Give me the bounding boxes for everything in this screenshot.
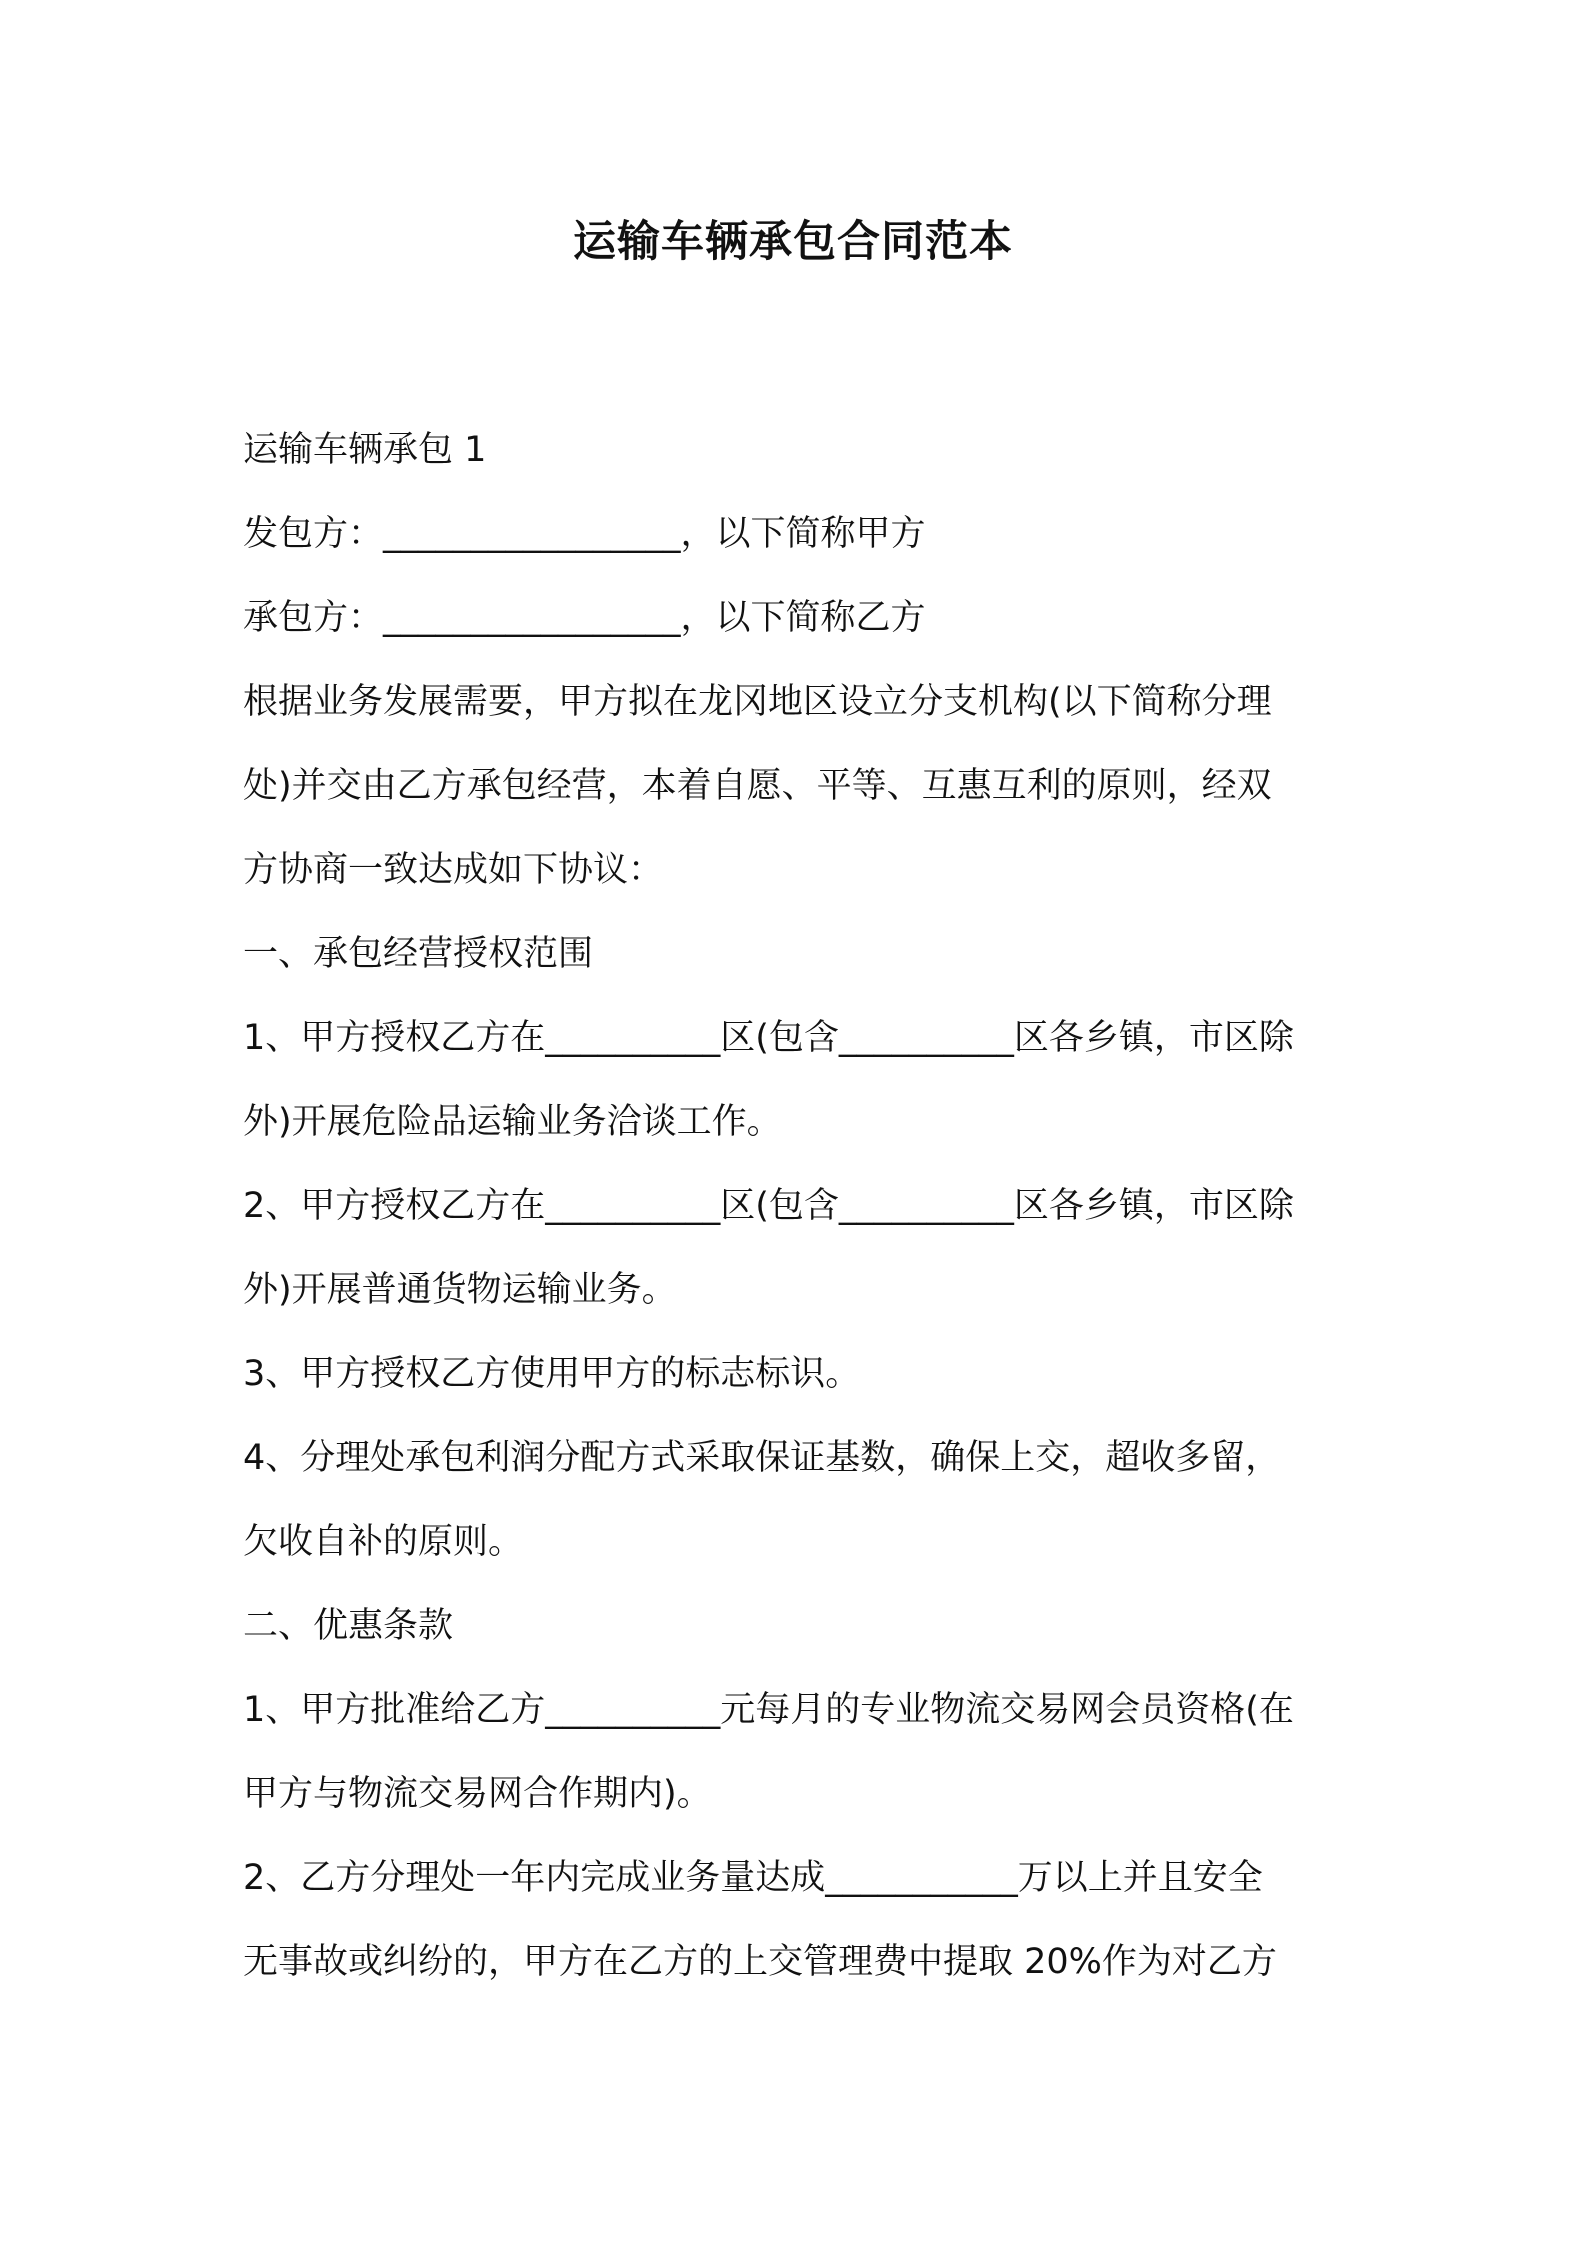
document-body (243, 408, 1353, 2004)
text-line: 承包方：_________________，以下简称乙方 (243, 598, 926, 638)
text-line: 欠收自补的原则。 (243, 1522, 524, 1562)
text-line: 无事故或纠纷的，甲方在乙方的上交管理费中提取 20%作为对乙方 (243, 1942, 1277, 1982)
text-line: 运输车辆承包 1 (243, 430, 487, 470)
document-title: 运输车辆承包合同范本 (573, 217, 1013, 267)
text-line: 4、分理处承包利润分配方式采取保证基数，确保上交，超收多留， (243, 1438, 1281, 1478)
text-line: 处)并交由乙方承包经营，本着自愿、平等、互惠互利的原则，经双 (243, 766, 1272, 806)
text-line: 外)开展普通货物运输业务。 (243, 1270, 677, 1310)
text-line: 3、甲方授权乙方使用甲方的标志标识。 (243, 1354, 861, 1394)
text-line: 外)开展危险品运输业务洽谈工作。 (243, 1102, 782, 1142)
text-line: 发包方：_________________，以下简称甲方 (243, 514, 926, 554)
text-line: 甲方与物流交易网合作期内)。 (243, 1774, 712, 1814)
section-heading: 二、优惠条款 (243, 1606, 454, 1646)
text-line: 1、甲方授权乙方在__________区(包含__________区各乡镇，市区除 (243, 1018, 1294, 1058)
text-line: 2、乙方分理处一年内完成业务量达成___________万以上并且安全 (243, 1858, 1263, 1898)
section-heading: 一、承包经营授权范围 (243, 934, 594, 974)
text-line: 1、甲方批准给乙方__________元每月的专业物流交易网会员资格(在 (243, 1690, 1294, 1730)
text-line: 根据业务发展需要，甲方拟在龙冈地区设立分支机构(以下简称分理 (243, 682, 1272, 722)
text-line: 方协商一致达成如下协议： (243, 850, 664, 890)
text-line: 2、甲方授权乙方在__________区(包含__________区各乡镇，市区除 (243, 1186, 1294, 1226)
